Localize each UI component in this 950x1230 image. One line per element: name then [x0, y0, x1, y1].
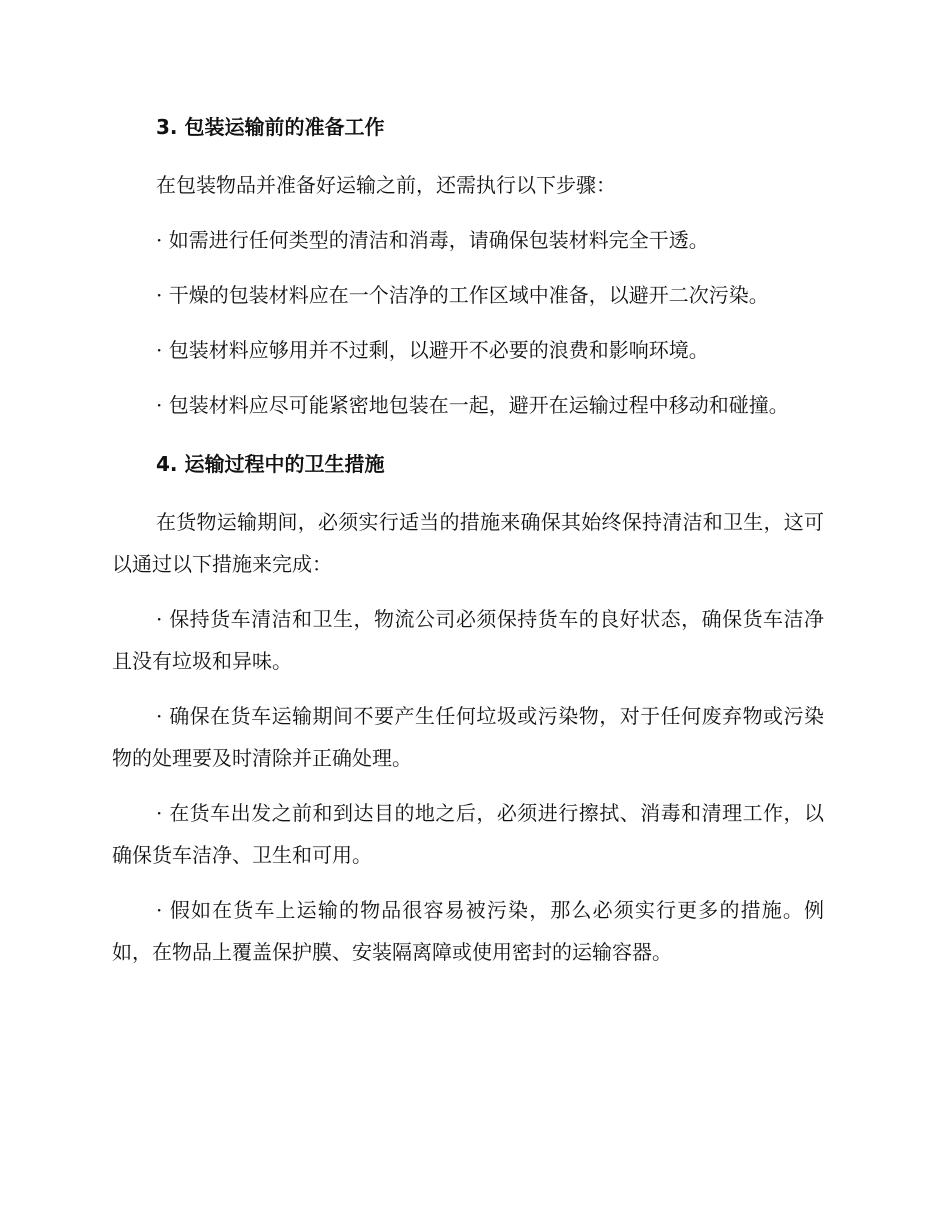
section-heading-4: 4. 运输过程中的卫生措施	[156, 452, 385, 476]
paragraph: 在包装物品并准备好运输之前，还需执行以下步骤：	[156, 173, 616, 197]
bullet-item: · 干燥的包装材料应在一个洁净的工作区域中准备，以避开二次污染。	[156, 283, 769, 307]
bullet-item: · 包装材料应够用并不过剩，以避开不必要的浪费和影响环境。	[156, 338, 709, 362]
paragraph: 在货物运输期间，必须实行适当的措施来确保其始终保持清洁和卫生，这可以通过以下措施来完成：	[112, 510, 824, 576]
bullet-item: · 保持货车清洁和卫生，物流公司必须保持货车的良好状态，确保货车洁净且没有垃圾和异味。	[112, 607, 824, 673]
bullet-item: · 如需进行任何类型的清洁和消毒，请确保包装材料完全干透。	[156, 228, 709, 252]
section-spacer	[112, 439, 824, 447]
bullet-item: · 假如在货车上运输的物品很容易被污染，那么必须实行更多的措施。例如，在物品上覆盖保护膜、安装隔离障或使用密封的运输容器。	[112, 898, 824, 964]
document-body	[112, 110, 824, 986]
bullet-item: · 在货车出发之前和到达目的地之后，必须进行擦拭、消毒和清理工作，以确保货车洁净、卫生和可用。	[112, 801, 824, 867]
bullet-item: · 确保在货车运输期间不要产生任何垃圾或污染物，对于任何废弃物或污染物的处理要及时清除并正确处理。	[112, 704, 824, 770]
section-heading-3: 3. 包装运输前的准备工作	[156, 115, 385, 139]
bullet-item: · 包装材料应尽可能紧密地包装在一起，避开在运输过程中移动和碰撞。	[156, 393, 789, 417]
